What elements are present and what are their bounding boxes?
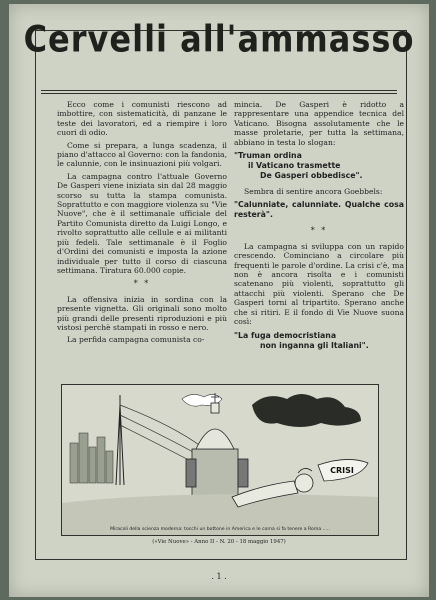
- quote-line: De Gasperi obbedisce".: [260, 171, 363, 181]
- paragraph: Sembra di sentire ancora Goebbels:: [244, 187, 383, 197]
- paragraph: mincia. De Gasperi è ridotto a rappresentare una appendice tecnica del Vaticano. Bisogna assolutamente che le masse proletarie, per tutta la settimana, abbiano in testa lo slogan:: [234, 100, 404, 147]
- right-column: [234, 100, 404, 357]
- storm-cloud: [252, 394, 361, 427]
- transmission-wires: [120, 405, 202, 467]
- left-column: [57, 100, 227, 348]
- crisis-label: CRISI: [330, 466, 354, 475]
- paragraph: La campagna contro l'attuale Governo De Gasperi viene iniziata sin dal 28 maggio scorso su tutta la stampa comunista. Soprattutto e con maggiore violenza su "Vie Nuove", che è il settimanale ufficiale del Partito Comunista diretto da Luigi Longo, e rivolto soprattutto alle cellule e ai militanti più fedeli. Tale settimanale è il Foglio d'Ordini dei comunisti e imposta la azione individuale per tutto il corso di ciascuna settimana. Tiratura 60.000 copie.: [57, 171, 227, 275]
- paragraph: La offensiva inizia in sordina con la presente vignetta. Gli originali sono molto più grandi delle presenti riproduzioni e più vistosi perchè stampati in rosso e nero.: [57, 294, 227, 332]
- title-rule-bottom: [41, 93, 397, 94]
- slogan-quote: [234, 151, 404, 181]
- paragraph: La perfida campagna comunista co-: [67, 335, 205, 345]
- page-number: . 1 .: [211, 572, 227, 581]
- satirical-cartoon: [61, 384, 379, 536]
- goebbels-quote: "Calunniate, calunniate. Qualche cosa resterà".: [234, 200, 404, 220]
- city-skyline: [70, 433, 113, 483]
- quote-line: "Truman ordina: [234, 151, 302, 161]
- quote-line: non inganna gli Italiani".: [260, 340, 369, 350]
- crisis-sign: [318, 459, 368, 481]
- paragraph: Come si prepara, a lunga scadenza, il piano d'attacco al Governo: con la fandonia, le calunnie, con le insinuazioni più volgari.: [57, 140, 227, 169]
- section-separator: * *: [310, 226, 328, 236]
- radio-tower: [116, 395, 124, 485]
- cartoon-drawing: [62, 385, 378, 535]
- page-title: Cervelli all'ammasso: [23, 17, 415, 61]
- headline-quote: [234, 331, 404, 351]
- issue-line: («Vie Nuove» - Anno II - N. 20 - 18 maggio 1947): [152, 539, 286, 545]
- quote-line: "La fuga democristiana: [234, 330, 337, 340]
- newspaper-page: [9, 4, 429, 597]
- section-separator: * *: [133, 279, 151, 289]
- paragraph: Ecco come i comunisti riescono ad imbottire, con sistematicità, di panzane le teste dei lavoratori, ed a riempire i loro cuori di odio.: [57, 100, 227, 138]
- dome-building: [186, 393, 248, 501]
- title-rule-top: [41, 90, 397, 91]
- quote-line: il Vaticano trasmette: [248, 161, 341, 171]
- cartoon-caption: Miracoli della scienza moderna: tocchi un bottone in America e le corna si fa tenere a Roma .....: [110, 527, 330, 532]
- paragraph: La campagna si sviluppa con un rapido crescendo. Cominciano a circolare più frequenti le parole d'ordine. La crisi c'è, ma non è ancora risolta e i comunisti scatenano più violenti, soprattutto gli attacchi più violenti. Sperano che De Gasperi torni al tripartito. Sperano anche che si ritiri. E il fondo di Vie Nuove suona così:: [234, 241, 404, 327]
